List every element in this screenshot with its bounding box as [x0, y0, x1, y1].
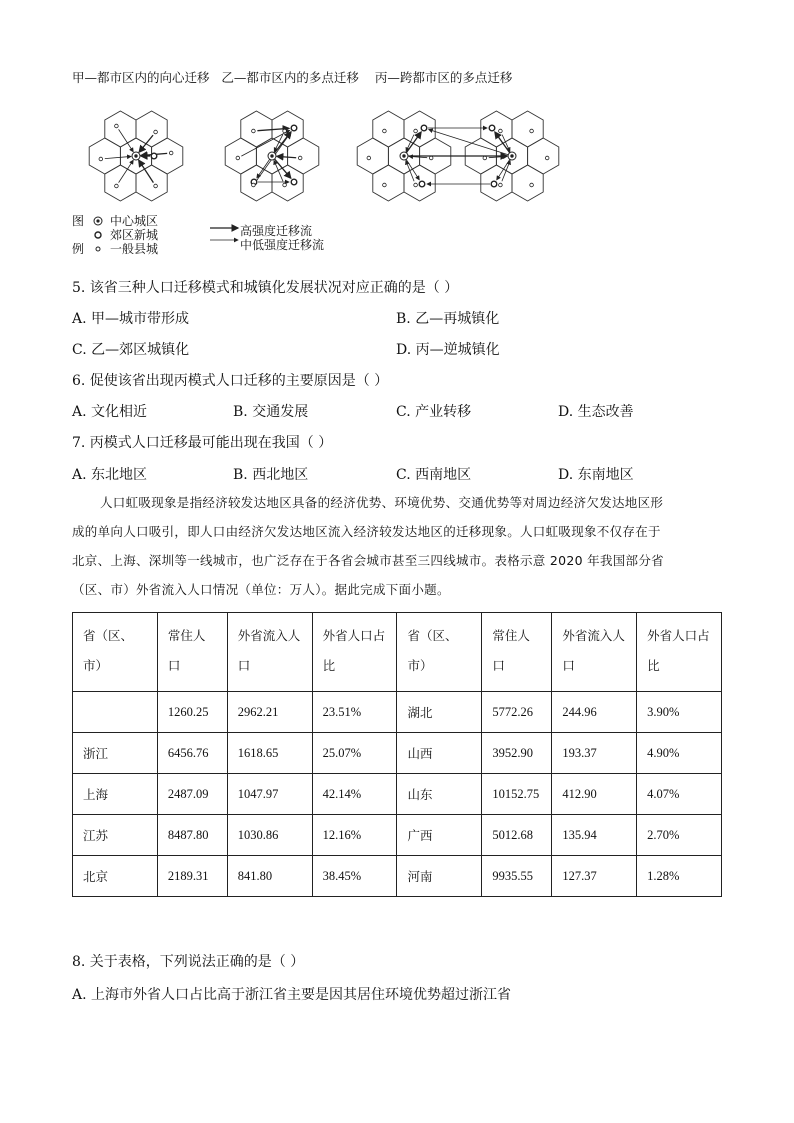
legend-high-flow: 高强度迁移流: [240, 224, 313, 238]
high-flow-arrow: [275, 159, 291, 178]
low-flow-arrow: [497, 159, 510, 179]
question-7-option-d[interactable]: D. 东南地区: [558, 467, 634, 483]
suburb-node: [151, 153, 157, 159]
table-header-row: [73, 613, 722, 692]
table-cell: 3.90%: [637, 692, 722, 733]
county-node: [154, 130, 158, 134]
hex-cell: [373, 111, 404, 147]
question-6-option-c[interactable]: C. 产业转移: [396, 404, 472, 420]
table-cell: 3952.90: [482, 733, 552, 774]
suburb-node: [291, 125, 297, 131]
table-cell: 北京: [73, 856, 158, 897]
county-node: [154, 184, 158, 188]
county-node: [383, 183, 387, 187]
question-6-stem: 6. 促使该省出现丙模式人口迁移的主要原因是（ ）: [72, 373, 389, 389]
reading-passage: [72, 488, 722, 604]
passage-line: 北京、上海、深圳等一线城市，也广泛存在于各省会城市甚至三四线城市。表格示意 2020 年我国部分省: [72, 553, 664, 568]
county-node: [236, 156, 240, 160]
table-header-cell: 外省流入人口: [227, 613, 312, 692]
table-row: [73, 733, 722, 774]
center-node: [132, 152, 140, 160]
table-cell: 25.07%: [312, 733, 397, 774]
county-node: [499, 183, 503, 187]
suburb-node: [421, 125, 427, 131]
table-cell: 山东: [397, 774, 482, 815]
table-cell: 1030.86: [227, 815, 312, 856]
question-7-option-a[interactable]: A. 东北地区: [72, 467, 148, 483]
migration-table: [72, 612, 722, 897]
table-cell: 42.14%: [312, 774, 397, 815]
table-cell: 河南: [397, 856, 482, 897]
high-flow-arrow: [139, 135, 153, 152]
table-row: [73, 856, 722, 897]
suburb-node: [291, 179, 297, 185]
question-5-stem: 5. 该省三种人口迁移模式和城镇化发展状况对应正确的是（ ）: [72, 280, 459, 296]
low-flow-arrow: [406, 159, 419, 179]
low-flow-arrow: [502, 161, 510, 182]
county-node: [429, 156, 433, 160]
table-cell: [73, 692, 158, 733]
county-node: [252, 183, 256, 187]
hex-cell: [528, 138, 559, 174]
county-node: [115, 184, 119, 188]
hex-cell: [357, 138, 388, 174]
question-6-option-a[interactable]: A. 文化相近: [72, 404, 148, 420]
question-8-stem: 8. 关于表格，下列说法正确的是（ ）: [72, 954, 305, 970]
question-8-option-a[interactable]: A. 上海市外省人口占比高于浙江省主要是因其居住环境优势超过浙江省: [72, 987, 512, 1003]
question-5-option-c[interactable]: C. 乙—郊区城镇化: [72, 342, 190, 358]
question-7-option-c[interactable]: C. 西南地区: [396, 467, 472, 483]
table-cell: 193.37: [552, 733, 637, 774]
center-node: [268, 152, 276, 160]
high-flow-arrow: [277, 156, 296, 157]
table-header-cell: 外省人口占比: [637, 613, 722, 692]
legend-low-flow: 中低强度迁移流: [240, 238, 325, 252]
hex-cell: [89, 138, 120, 174]
hex-cell: [136, 165, 167, 201]
legend-suburban-new-town: 郊区新城: [110, 228, 159, 242]
table-cell: 9935.55: [482, 856, 552, 897]
county-node: [414, 129, 418, 133]
table-cell: 1260.25: [157, 692, 227, 733]
table-cell: 127.37: [552, 856, 637, 897]
hex-cell: [105, 165, 136, 201]
table-cell: 浙江: [73, 733, 158, 774]
county-node: [367, 156, 371, 160]
suburb-node: [419, 181, 425, 187]
table-cell: 6456.76: [157, 733, 227, 774]
table-header-cell: 外省流入人口: [552, 613, 637, 692]
table-row: [73, 692, 722, 733]
suburb-node: [489, 125, 495, 131]
table-cell: 1047.97: [227, 774, 312, 815]
table-row: [73, 774, 722, 815]
county-node: [383, 129, 387, 133]
table-header-cell: 省（区、市）: [73, 613, 158, 692]
county-node: [283, 129, 287, 133]
question-7-stem: 7. 丙模式人口迁移最可能出现在我国（ ）: [72, 435, 333, 451]
question-7-option-b[interactable]: B. 西北地区: [233, 467, 309, 483]
low-flow-arrow: [257, 159, 270, 178]
table-cell: 2487.09: [157, 774, 227, 815]
table-cell: 841.80: [227, 856, 312, 897]
table-header-cell: 常住人口: [157, 613, 227, 692]
table-cell: 1.28%: [637, 856, 722, 897]
table-cell: 山西: [397, 733, 482, 774]
table-cell: 江苏: [73, 815, 158, 856]
low-flow-arrow: [105, 156, 131, 158]
table-cell: 广西: [397, 815, 482, 856]
county-node: [169, 151, 173, 155]
center-node: [508, 152, 516, 160]
county-node: [530, 183, 534, 187]
county-node: [298, 156, 302, 160]
hex-cell: [272, 165, 303, 201]
table-cell: 8487.80: [157, 815, 227, 856]
county-node: [414, 183, 418, 187]
passage-line: 成的单向人口吸引，即人口由经济欠发达地区流入经济较发达地区的迁移现象。人口虹吸现象不仅存在于: [72, 524, 661, 539]
table-cell: 12.16%: [312, 815, 397, 856]
suburb-node: [491, 181, 497, 187]
hex-cell: [512, 165, 543, 201]
table-cell: 2.70%: [637, 815, 722, 856]
table-header-cell: 常住人口: [482, 613, 552, 692]
hex-cell: [288, 138, 319, 174]
table-cell: 38.45%: [312, 856, 397, 897]
legend-title-bottom: 例: [72, 242, 85, 256]
passage-line: （区、市）外省流入人口情况（单位：万人）。据此完成下面小题。: [72, 582, 450, 597]
hex-cell: [136, 111, 167, 147]
table-cell: 412.90: [552, 774, 637, 815]
center-node: [400, 152, 408, 160]
table-header-cell: 外省人口占比: [312, 613, 397, 692]
county-node: [252, 129, 256, 133]
table-row: [73, 815, 722, 856]
county-node: [99, 157, 103, 161]
hex-cell: [512, 111, 543, 147]
hex-cell: [373, 165, 404, 201]
table-header-cell: 省（区、市）: [397, 613, 482, 692]
legend-symbols: [92, 214, 106, 258]
county-node: [530, 129, 534, 133]
table-cell: 湖北: [397, 692, 482, 733]
table-cell: 23.51%: [312, 692, 397, 733]
question-5-option-b[interactable]: B. 乙—再城镇化: [396, 311, 500, 327]
table-cell: 10152.75: [482, 774, 552, 815]
passage-line: 人口虹吸现象是指经济较发达地区具备的经济优势、环境优势、交通优势等对周边经济欠发达地区形: [100, 495, 664, 510]
question-5-option-a[interactable]: A. 甲—城市带形成: [72, 311, 190, 327]
question-6-option-d[interactable]: D. 生态改善: [558, 404, 634, 420]
table-cell: 5012.68: [482, 815, 552, 856]
county-node: [499, 129, 503, 133]
figure-caption: 甲—都市区内的向心迁移 乙—都市区内的多点迁移 丙—跨都市区的多点迁移: [72, 70, 513, 85]
table-cell: 4.90%: [637, 733, 722, 774]
table-cell: 2189.31: [157, 856, 227, 897]
county-node: [283, 183, 287, 187]
table-cell: 4.07%: [637, 774, 722, 815]
county-node: [115, 124, 119, 128]
table-cell: 135.94: [552, 815, 637, 856]
hex-cell: [481, 111, 512, 147]
legend-title-top: 图: [72, 214, 85, 228]
legend-county-town: 一般县城: [110, 242, 159, 256]
county-node: [483, 156, 487, 160]
table-cell: 5772.26: [482, 692, 552, 733]
legend-central-district: 中心城区: [110, 214, 159, 228]
question-5-option-d[interactable]: D. 丙—逆城镇化: [396, 342, 500, 358]
hex-cell: [241, 111, 272, 147]
low-flow-arrow: [406, 161, 414, 182]
table-cell: 2962.21: [227, 692, 312, 733]
question-6-option-b[interactable]: B. 交通发展: [233, 404, 309, 420]
hex-cell: [225, 138, 256, 174]
migration-diagram: [72, 100, 572, 212]
legend-arrows: [208, 222, 242, 248]
hex-cell: [105, 111, 136, 147]
table-cell: 上海: [73, 774, 158, 815]
figure-legend: [72, 212, 372, 262]
hex-cell: [404, 111, 435, 147]
table-cell: 244.96: [552, 692, 637, 733]
county-node: [545, 156, 549, 160]
table-cell: 1618.65: [227, 733, 312, 774]
